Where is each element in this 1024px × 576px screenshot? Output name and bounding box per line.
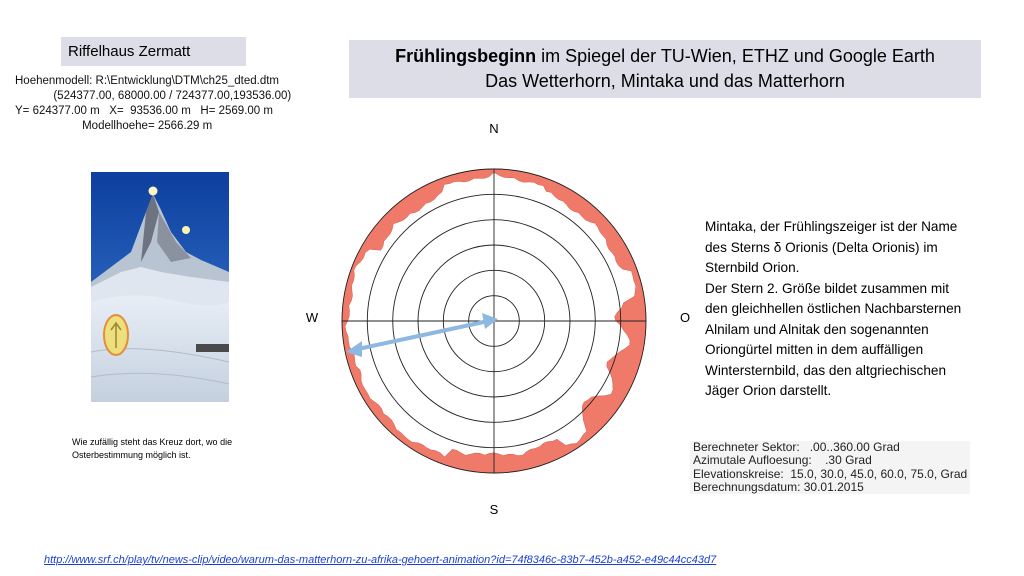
dtm-line-2: (524377.00, 68000.00 / 724377.00,193536.00): [15, 90, 292, 102]
photo-caption: Wie zufällig steht das Kreuz dort, wo die Osterbestimmung möglich ist.: [72, 437, 233, 460]
title-line-1-rest: im Spiegel der TU-Wien, ETHZ und Google Earth: [536, 46, 935, 66]
place-text: Riffelhaus Zermatt: [68, 43, 191, 60]
info-line: Wintersternbild, das den altgriechischen: [705, 362, 947, 378]
compass-o: O: [679, 310, 690, 325]
info-line: Oriongürtel mitten in dem auffälligen: [705, 342, 924, 357]
dtm-line-1: Hoehenmodell: R:\Entwicklung\DTM\ch25_dted.dtm: [15, 75, 279, 87]
dtm-info: [15, 74, 345, 134]
info-line: des Sterns δ Orionis (Delta Orionis) im: [705, 239, 938, 255]
calc-line-1: Berechneter Sektor: .00..360.00 Grad: [693, 440, 900, 454]
mintaka-description: [705, 217, 1005, 402]
compass-s: S: [489, 502, 499, 517]
title-line-1: [349, 44, 981, 69]
slide-title: [349, 40, 981, 98]
info-line: Jäger Orion darstellt.: [705, 383, 832, 398]
srf-video-link[interactable]: http://www.srf.ch/play/tv/news-clip/video/warum-das-matterhorn-zu-afrika-gehoert-animation?id=74f8346c-83b7-452b-a452-e49c44cc43d7: [44, 554, 717, 566]
info-line: den gleichhellen östlichen Nachbarsternen: [705, 301, 962, 316]
info-line: Der Stern 2. Größe bildet zusammen mit: [705, 280, 950, 296]
dtm-line-4: Modellhoehe= 2566.29 m: [15, 120, 213, 132]
horizon-plot: [300, 115, 690, 520]
info-line: Mintaka, der Frühlingszeiger ist der Name: [705, 219, 958, 234]
info-line: Alnilam und Alnitak den sogenannten: [705, 321, 929, 337]
compass-n: N: [489, 121, 499, 136]
calc-line-4: Berechnungsdatum: 30.01.2015: [693, 479, 864, 494]
calculation-parameters: [690, 441, 970, 494]
matterhorn-photo: [91, 172, 229, 402]
matterhorn-illustration: [91, 172, 229, 402]
info-line: Sternbild Orion.: [705, 260, 800, 275]
title-bold: Frühlingsbeginn: [395, 46, 537, 66]
calc-line-3: Elevationskreise: 15.0, 30.0, 45.0, 60.0, 75.0, Grad: [693, 466, 968, 481]
compass-w: W: [305, 310, 319, 325]
title-line-2: Das Wetterhorn, Mintaka und das Matterhorn: [485, 71, 845, 91]
calc-line-2: Azimutale Aufloesung: .30 Grad: [693, 453, 872, 468]
place-label: [61, 37, 246, 66]
dtm-line-3: Y= 624377.00 m X= 93536.00 m H= 2569.00 m: [15, 105, 273, 117]
